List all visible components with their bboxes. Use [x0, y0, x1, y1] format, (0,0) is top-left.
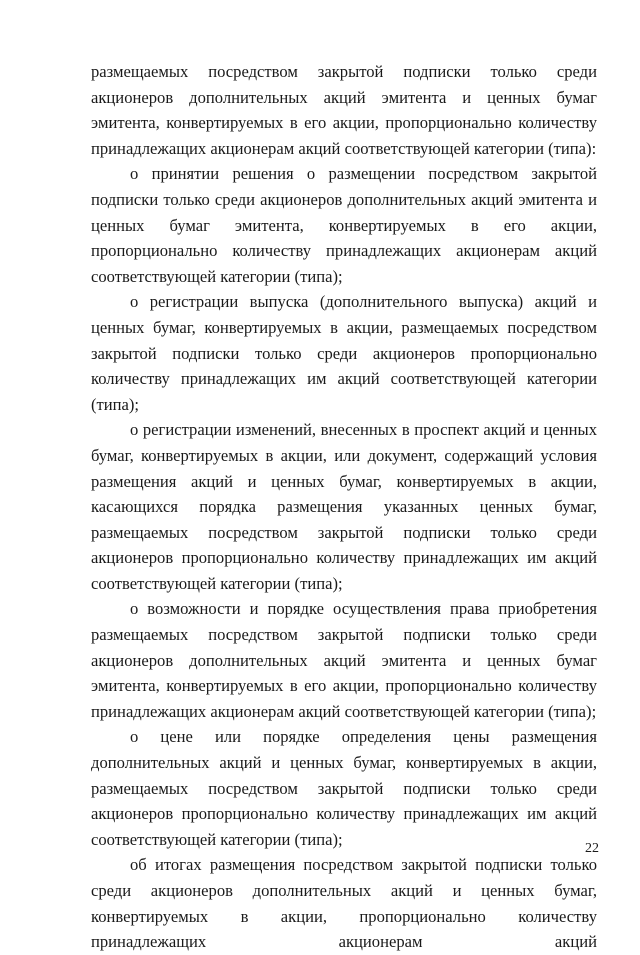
- paragraph-decision-placement: о принятии решения о размещении посредством закрытой подписки только среди акционеров дополнительных акций эмитента и ценных бумаг эмитента, конвертируемых в его акции, пропорционально количеству принадлежащих акционерам акций соответствующей категории (типа);: [91, 164, 597, 286]
- paragraph-issue-registration: о регистрации выпуска (дополнительного выпуска) акций и ценных бумаг, конвертируемых в акции, размещаемых посредством закрытой подписки только среди акционеров пропорционально количеству принадлежащих им акций соответствующей категории (типа);: [91, 292, 597, 414]
- page-number: 22: [585, 841, 599, 856]
- paragraph-continuation: размещаемых посредством закрытой подписки только среди акционеров дополнительных акций эмитента и ценных бумаг эмитента, конвертируемых в его акции, пропорционально количеству принадлежащих акционерам акций соответствующей категории (типа):: [91, 62, 597, 158]
- document-body: [91, 59, 597, 955]
- paragraph-placement-results: об итогах размещения посредством закрытой подписки только среди акционеров дополнительных акций и ценных бумаг, конвертируемых в акции, пропорционально количеству принадлежащих акционерам акций: [91, 855, 597, 952]
- paragraph-placement-price: о цене или порядке определения цены размещения дополнительных акций и ценных бумаг, конвертируемых в акции, размещаемых посредством закрытой подписки только среди акционеров пропорционально количеству принадлежащих им акций соответствующей категории (типа);: [91, 727, 597, 849]
- paragraph-prospectus-changes: о регистрации изменений, внесенных в проспект акций и ценных бумаг, конвертируемых в акции, или документ, содержащий условия размещения акций и ценных бумаг, конвертируемых в акции, касающихся порядка размещения указанных ценных бумаг, размещаемых посредством закрытой подписки только среди акционеров пропорционально количеству принадлежащих им акций соответствующей категории (типа);: [91, 420, 597, 593]
- paragraph-acquisition-right: о возможности и порядке осуществления права приобретения размещаемых посредством закрытой подписки только среди акционеров дополнительных акций эмитента и ценных бумаг эмитента, конвертируемых в его акции, пропорционально количеству принадлежащих акционерам акций соответствующей категории (типа);: [91, 599, 597, 721]
